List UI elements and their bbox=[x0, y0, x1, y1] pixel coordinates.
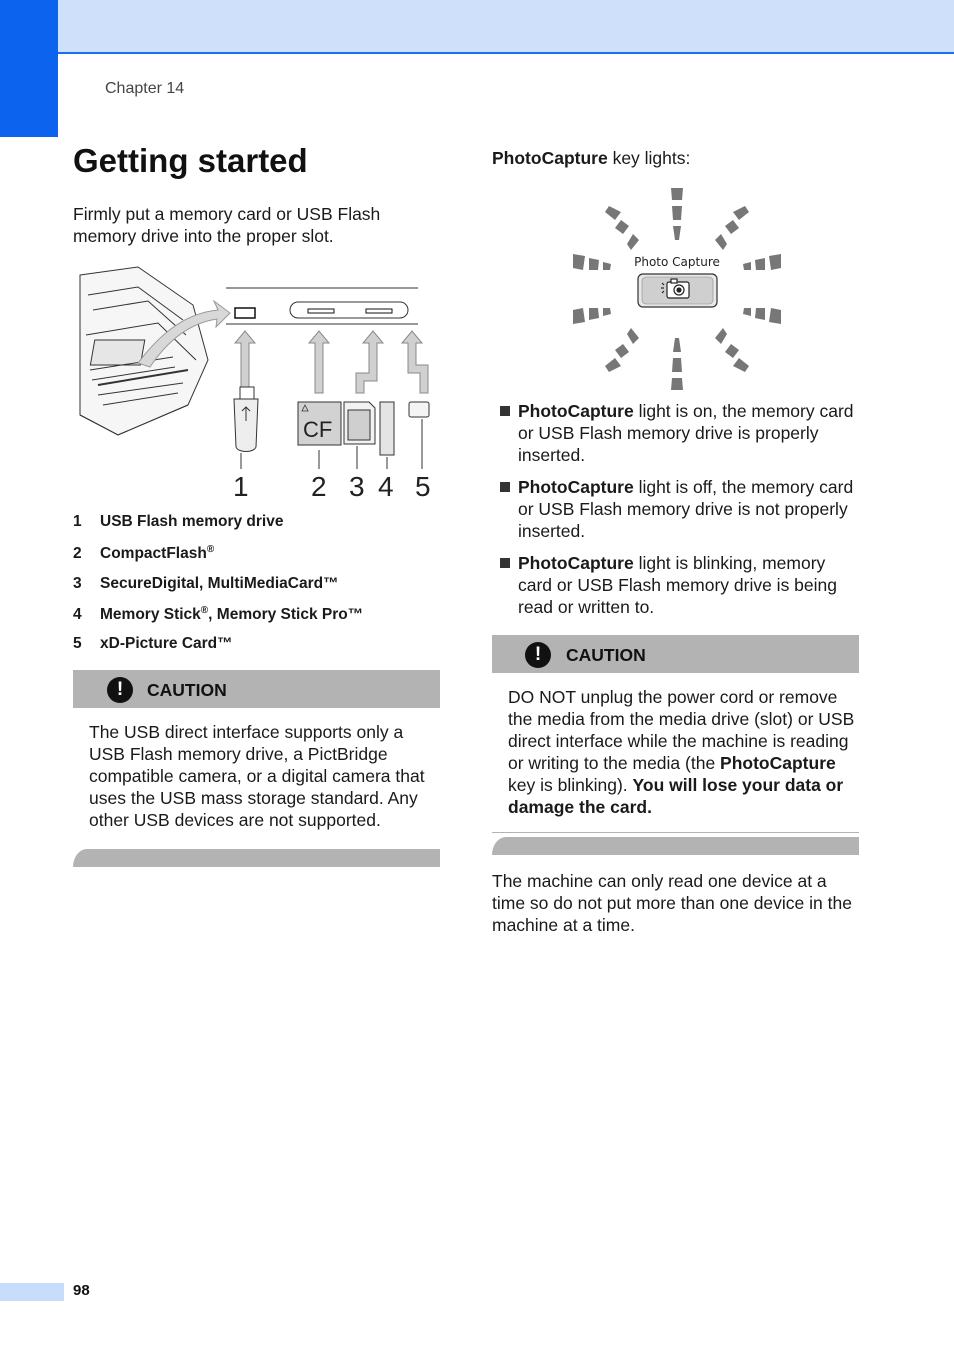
footer-tab bbox=[0, 1283, 64, 1301]
xd-card-icon bbox=[409, 402, 429, 417]
sd-card-icon bbox=[344, 402, 375, 444]
caution-title: CAUTION bbox=[566, 645, 646, 665]
bullet-square-icon bbox=[500, 406, 510, 416]
divider bbox=[492, 832, 859, 833]
usb-drive-icon bbox=[234, 387, 258, 452]
chapter-label: Chapter 14 bbox=[105, 80, 185, 97]
caution-body-left: The USB direct interface supports only a USB Flash memory drive, a PictBridge compatible camera, or a digital camera that uses the USB mass storage standard. Any other USB devices are not supported. bbox=[89, 722, 425, 830]
page-number: 98 bbox=[73, 1282, 90, 1299]
callout-2: 2 bbox=[311, 471, 327, 502]
caution-footer-right bbox=[492, 837, 859, 855]
slot-arrows bbox=[235, 331, 428, 393]
closing-paragraph: The machine can only read one device at a time so do not put more than one device in the machine at a time. bbox=[492, 871, 852, 935]
photocapture-light-diagram bbox=[563, 184, 791, 394]
bullet-square-icon bbox=[500, 482, 510, 492]
memory-stick-icon bbox=[380, 402, 394, 455]
caution-header-right bbox=[492, 635, 859, 673]
chapter-tab bbox=[0, 0, 58, 137]
intro-paragraph: Firmly put a memory card or USB Flash memory drive into the proper slot. bbox=[73, 204, 381, 246]
header-band bbox=[0, 0, 954, 54]
media-slots-diagram bbox=[78, 265, 438, 505]
callout-4: 4 bbox=[378, 471, 394, 502]
caution-body-right: DO NOT unplug the power cord or remove the media from the media drive (slot) or USB direct interface while the machine is reading or writing to the media (the PhotoCapture key is blinking). You will lose your data or damage the card. bbox=[508, 687, 855, 817]
slot-panel bbox=[226, 288, 418, 324]
photocapture-heading: PhotoCapture key lights: bbox=[492, 148, 691, 168]
callout-3: 3 bbox=[349, 471, 365, 502]
machine-sketch bbox=[80, 267, 208, 435]
callout-1: 1 bbox=[233, 471, 249, 502]
legend-item: 3 SecureDigital, MultiMediaCard™ bbox=[73, 575, 339, 592]
warning-icon: ! bbox=[107, 677, 133, 703]
caution-title: CAUTION bbox=[147, 680, 227, 700]
caution-header-left bbox=[73, 670, 440, 708]
callout-5: 5 bbox=[415, 471, 431, 502]
legend-item: 1 USB Flash memory drive bbox=[73, 513, 284, 530]
bullet-square-icon bbox=[500, 558, 510, 568]
svg-text:CF: CF bbox=[303, 417, 333, 442]
warning-icon: ! bbox=[525, 642, 551, 668]
legend-item: 4 Memory Stick®, Memory Stick Pro™ bbox=[73, 604, 364, 623]
caution-footer-left bbox=[73, 849, 440, 867]
legend-item: 2 CompactFlash® bbox=[73, 543, 215, 562]
page-title: Getting started bbox=[73, 142, 308, 179]
legend-item: 5 xD-Picture Card™ bbox=[73, 635, 233, 652]
compactflash-card-icon bbox=[298, 402, 341, 445]
photo-capture-label: Photo Capture bbox=[634, 255, 720, 269]
